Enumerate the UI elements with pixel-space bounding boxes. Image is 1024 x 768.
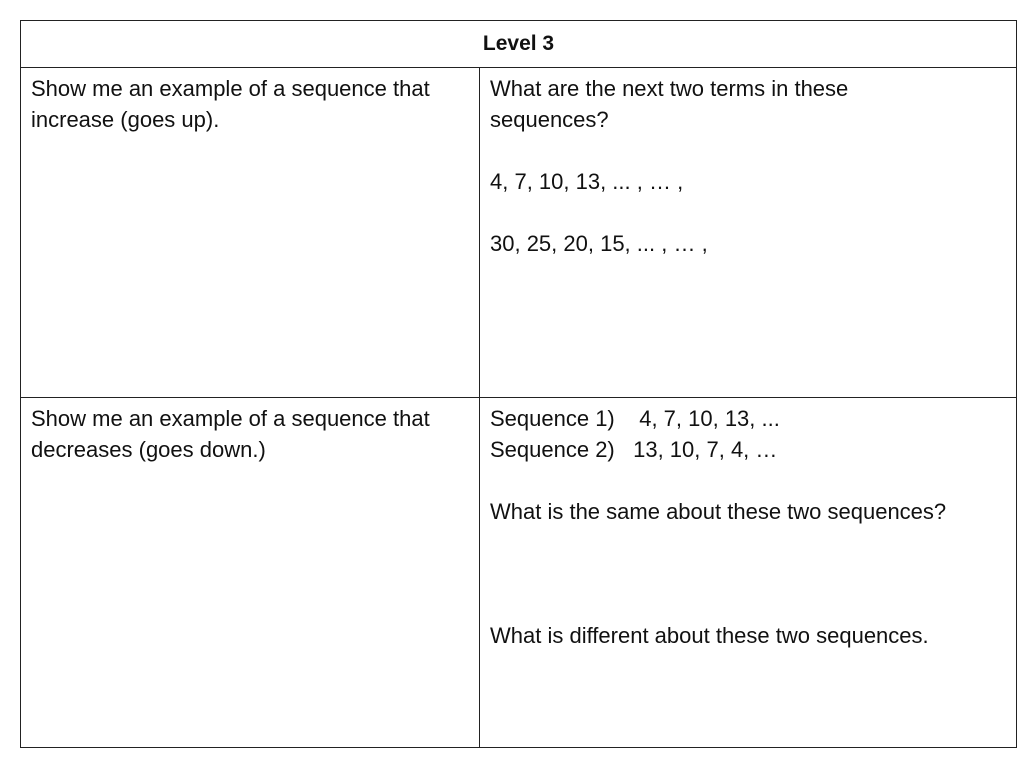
sequence-a: 4, 7, 10, 13, ... , … , (490, 169, 684, 194)
sequence-b: 30, 25, 20, 15, ... , … , (490, 231, 708, 256)
question-same: What is the same about these two sequences? (490, 499, 947, 524)
prompt-line: increase (goes up). (31, 107, 220, 132)
prompt-line: Show me an example of a sequence that (31, 406, 430, 431)
increase-sequence-prompt-cell (21, 68, 480, 398)
question-line: What are the next two terms in these (490, 76, 849, 101)
table-row (21, 398, 1017, 748)
question-line: sequences? (490, 107, 609, 132)
table-row (21, 68, 1017, 398)
sequence-1: Sequence 1) 4, 7, 10, 13, ... (490, 406, 780, 431)
header-row (21, 21, 1017, 68)
next-terms-question-cell (480, 68, 1017, 398)
sequence-2: Sequence 2) 13, 10, 7, 4, … (490, 437, 778, 462)
level-title: Level 3 (21, 21, 1017, 68)
compare-sequences-cell (480, 398, 1017, 748)
prompt-line: decreases (goes down.) (31, 437, 266, 462)
decrease-sequence-prompt-cell (21, 398, 480, 748)
prompt-line: Show me an example of a sequence that (31, 76, 430, 101)
worksheet-table (20, 20, 1017, 748)
question-different: What is different about these two sequences. (490, 623, 929, 648)
